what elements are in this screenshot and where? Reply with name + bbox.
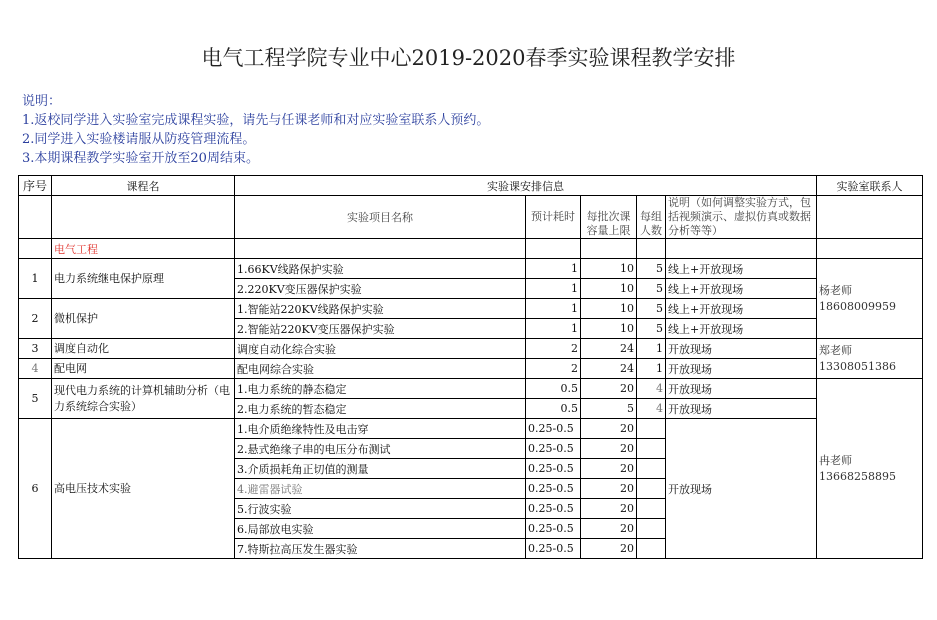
blank-cell xyxy=(235,239,526,259)
item-capacity: 10 xyxy=(581,299,637,319)
item-capacity: 24 xyxy=(581,339,637,359)
item-capacity: 20 xyxy=(581,379,637,399)
header-contact: 实验室联系人 xyxy=(817,176,923,196)
course-name: 调度自动化 xyxy=(52,339,235,359)
item-capacity: 24 xyxy=(581,359,637,379)
schedule-table xyxy=(18,175,923,559)
header-seq: 序号 xyxy=(19,176,52,196)
course-name: 现代电力系统的计算机辅助分析（电力系统综合实验） xyxy=(52,379,235,419)
course-name: 微机保护 xyxy=(52,299,235,339)
item-remark: 线上+开放现场 xyxy=(666,279,817,299)
item-group xyxy=(637,519,666,539)
item-group: 4 xyxy=(637,399,666,419)
item-group: 1 xyxy=(637,339,666,359)
note-1: 1.返校同学进入实验室完成课程实验，请先与任课老师和对应实验室联系人预约。 xyxy=(22,113,490,128)
item-capacity: 20 xyxy=(581,479,637,499)
item-group xyxy=(637,419,666,439)
course-no: 6 xyxy=(19,419,52,559)
item-group: 1 xyxy=(637,359,666,379)
course-name: 配电网 xyxy=(52,359,235,379)
item-hours: 0.25-0.5 xyxy=(526,519,581,539)
note-2: 2.同学进入实验楼请服从防疫管理流程。 xyxy=(22,132,256,147)
section-row xyxy=(19,239,923,259)
item-capacity: 10 xyxy=(581,319,637,339)
blank-cell xyxy=(19,239,52,259)
contact-cell xyxy=(817,379,923,559)
item-capacity: 20 xyxy=(581,539,637,559)
item-hours: 1 xyxy=(526,279,581,299)
course-name: 电力系统继电保护原理 xyxy=(52,259,235,299)
item-group xyxy=(637,499,666,519)
course-no: 5 xyxy=(19,379,52,419)
blank-cell xyxy=(817,196,923,239)
table-row xyxy=(19,359,923,379)
header-hours: 预计耗时 xyxy=(526,196,581,239)
course-no: 4 xyxy=(19,359,52,379)
contact-cell xyxy=(817,339,923,379)
merged-remark: 开放现场 xyxy=(666,419,817,559)
blank-cell xyxy=(666,239,817,259)
contact-name: 郑老师 xyxy=(819,343,853,357)
header-row xyxy=(19,176,923,196)
item-hours: 2 xyxy=(526,339,581,359)
item-name: 1.智能站220KV线路保护实验 xyxy=(235,299,526,319)
item-hours: 1 xyxy=(526,259,581,279)
note-3: 3.本期课程教学实验室开放至20周结束。 xyxy=(22,151,259,166)
item-remark: 线上+开放现场 xyxy=(666,319,817,339)
item-group: 5 xyxy=(637,279,666,299)
contact-phone: 13668258895 xyxy=(819,469,897,483)
item-hours: 1 xyxy=(526,299,581,319)
item-name: 调度自动化综合实验 xyxy=(235,339,526,359)
item-hours: 0.5 xyxy=(526,379,581,399)
blank-cell xyxy=(19,196,52,239)
item-capacity: 20 xyxy=(581,459,637,479)
contact-cell xyxy=(817,259,923,339)
blank-cell xyxy=(817,239,923,259)
item-remark: 线上+开放现场 xyxy=(666,299,817,319)
item-capacity: 20 xyxy=(581,419,637,439)
item-group xyxy=(637,439,666,459)
item-name: 7.特斯拉高压发生器实验 xyxy=(235,539,526,559)
blank-cell xyxy=(581,239,637,259)
item-hours: 0.25-0.5 xyxy=(526,499,581,519)
item-hours: 0.25-0.5 xyxy=(526,419,581,439)
course-name: 高电压技术实验 xyxy=(52,419,235,559)
item-name: 1.电介质绝缘特性及电击穿 xyxy=(235,419,526,439)
header-remark: 说明（如何调整实验方式，包括视频演示、虚拟仿真或数据分析等等） xyxy=(666,196,817,239)
item-hours: 1 xyxy=(526,319,581,339)
table-row xyxy=(19,419,923,439)
header-course: 课程名 xyxy=(52,176,235,196)
header-capacity: 每批次课容量上限 xyxy=(581,196,637,239)
section-label: 电气工程 xyxy=(52,239,235,259)
contact-phone: 18608009959 xyxy=(819,299,897,313)
item-group: 4 xyxy=(637,379,666,399)
item-remark: 开放现场 xyxy=(666,359,817,379)
contact-phone: 13308051386 xyxy=(819,359,897,373)
item-name: 1.电力系统的静态稳定 xyxy=(235,379,526,399)
item-group: 5 xyxy=(637,299,666,319)
item-capacity: 20 xyxy=(581,439,637,459)
page-title: 电气工程学院专业中心2019-2020春季实验课程教学安排 xyxy=(201,46,736,70)
item-remark: 开放现场 xyxy=(666,399,817,419)
item-name: 4.避雷器试验 xyxy=(235,479,526,499)
header-group: 每组人数 xyxy=(637,196,666,239)
item-name: 2.悬式绝缘子串的电压分布测试 xyxy=(235,439,526,459)
item-name: 2.智能站220KV变压器保护实验 xyxy=(235,319,526,339)
item-hours: 0.5 xyxy=(526,399,581,419)
table-row xyxy=(19,379,923,399)
item-hours: 0.25-0.5 xyxy=(526,539,581,559)
item-capacity: 5 xyxy=(581,399,637,419)
item-remark: 线上+开放现场 xyxy=(666,259,817,279)
item-hours: 0.25-0.5 xyxy=(526,439,581,459)
blank-cell xyxy=(52,196,235,239)
item-remark: 开放现场 xyxy=(666,379,817,399)
contact-name: 冉老师 xyxy=(819,453,853,467)
item-group: 5 xyxy=(637,319,666,339)
item-group: 5 xyxy=(637,259,666,279)
item-name: 3.介质损耗角正切值的测量 xyxy=(235,459,526,479)
item-remark: 开放现场 xyxy=(666,339,817,359)
item-capacity: 20 xyxy=(581,519,637,539)
notes xyxy=(22,92,489,168)
course-no: 3 xyxy=(19,339,52,359)
course-no: 2 xyxy=(19,299,52,339)
item-name: 5.行波实验 xyxy=(235,499,526,519)
item-name: 配电网综合实验 xyxy=(235,359,526,379)
item-name: 1.66KV线路保护实验 xyxy=(235,259,526,279)
table-row xyxy=(19,339,923,359)
header-item: 实验项目名称 xyxy=(235,196,526,239)
item-capacity: 20 xyxy=(581,499,637,519)
item-name: 2.电力系统的暂态稳定 xyxy=(235,399,526,419)
item-hours: 0.25-0.5 xyxy=(526,479,581,499)
item-name: 6.局部放电实验 xyxy=(235,519,526,539)
item-group xyxy=(637,539,666,559)
item-capacity: 10 xyxy=(581,259,637,279)
subheader-row xyxy=(19,196,923,239)
item-group xyxy=(637,459,666,479)
course-no: 1 xyxy=(19,259,52,299)
blank-cell xyxy=(637,239,666,259)
item-capacity: 10 xyxy=(581,279,637,299)
item-hours: 2 xyxy=(526,359,581,379)
note-heading: 说明： xyxy=(22,94,62,109)
item-group xyxy=(637,479,666,499)
contact-name: 杨老师 xyxy=(819,283,853,297)
table-row xyxy=(19,299,923,319)
header-info: 实验课安排信息 xyxy=(235,176,817,196)
item-hours: 0.25-0.5 xyxy=(526,459,581,479)
item-name: 2.220KV变压器保护实验 xyxy=(235,279,526,299)
blank-cell xyxy=(526,239,581,259)
table-row xyxy=(19,259,923,279)
